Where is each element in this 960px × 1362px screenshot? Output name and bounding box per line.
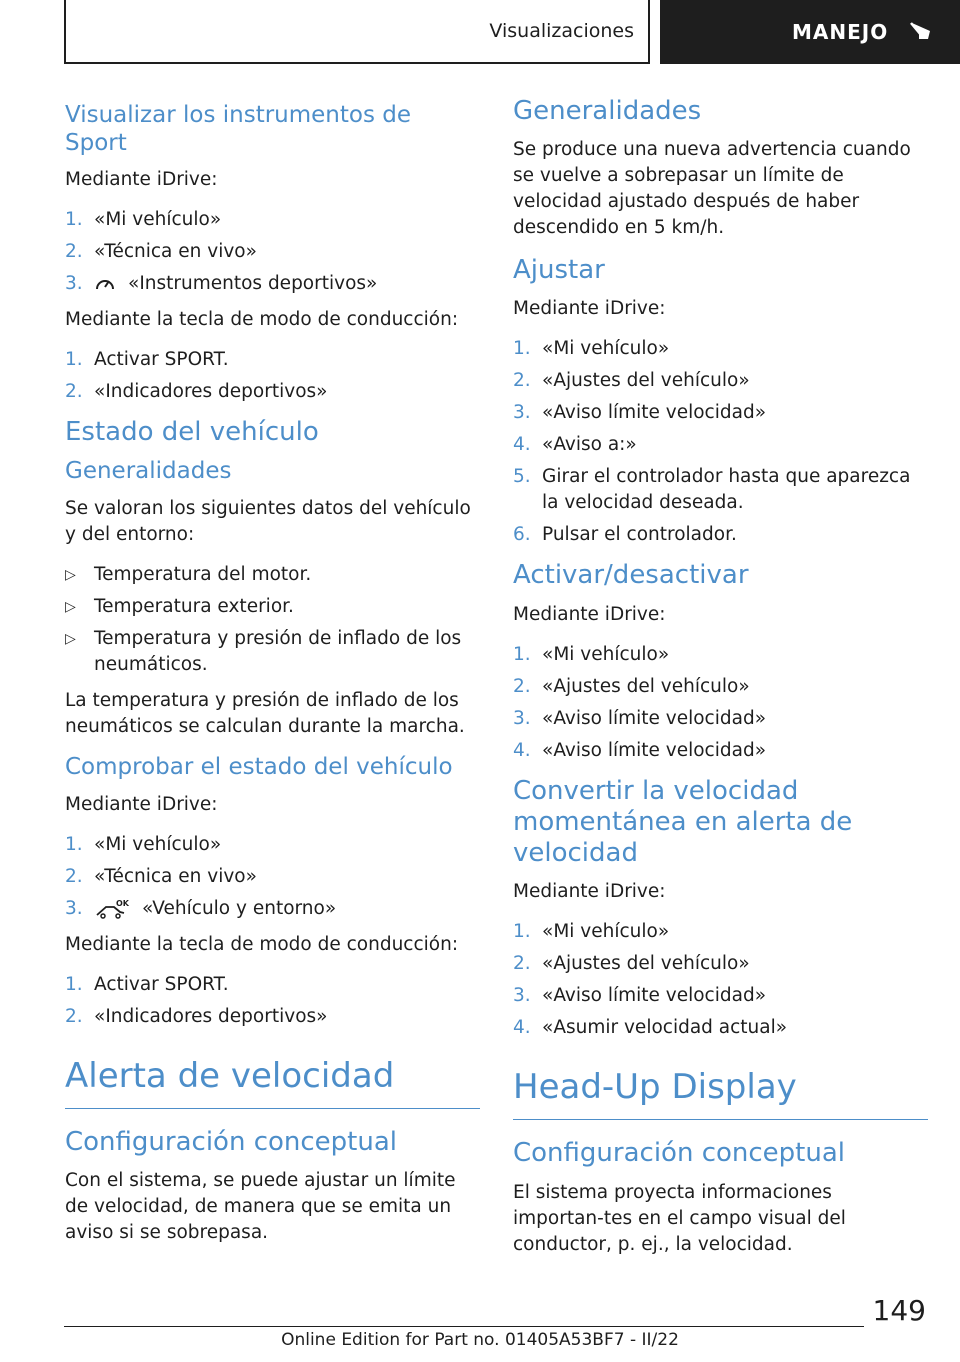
list-item: ▷ Temperatura exterior. [65,595,294,617]
alerta-heading: Alerta de velocidad [65,1055,395,1096]
section-divider [513,1119,928,1120]
list-item: 2. «Ajustes del vehículo» [513,370,750,392]
ajustar-heading: Ajustar [513,255,605,286]
right-column [513,96,928,1272]
svg-text:OK: OK [116,898,129,908]
list-item: 1. «Mi vehículo» [513,338,670,360]
list-item: 1. «Mi vehículo» [513,921,670,943]
list-item: 1. «Mi vehículo» [65,209,222,231]
list-item: 3. OK «Vehículo y entorno» [65,897,337,919]
estado-bullets [65,562,480,678]
header-chapter-title: MANEJO [792,20,889,44]
list-item: 1. «Mi vehículo» [513,643,670,665]
list-item: 3. «Aviso límite velocidad» [513,707,767,729]
mode-steps-list [65,347,480,405]
via-mode-key-label: Mediante la tecla de modo de conducción: [65,933,459,955]
list-item: 5. Girar el controlador hasta que aparezca la velocidad deseada. [513,466,911,514]
list-item: 2. «Técnica en vivo» [65,241,257,263]
header-chapter-box [660,0,960,64]
hud-heading: Head-Up Display [513,1067,797,1108]
via-idrive-label: Mediante iDrive: [65,793,218,815]
estado-note: La temperatura y presión de inflado de los neumáticos se calculan durante la marcha. [65,689,465,737]
header-section-box [64,0,650,64]
via-idrive-label: Mediante iDrive: [513,298,666,320]
list-item: 4. «Aviso límite velocidad» [513,739,767,761]
comprobar-steps-list [65,832,480,922]
list-item: 6. Pulsar el controlador. [513,524,737,546]
list-item: 2. «Ajustes del vehículo» [513,953,750,975]
convertir-steps-list [513,919,928,1041]
comprobar-heading: Comprobar el estado del vehículo [65,753,453,780]
config-heading: Configuración conceptual [65,1126,397,1157]
hud-config-heading: Configuración conceptual [513,1138,845,1169]
steering-hand-icon [908,19,934,45]
list-item: 2. «Ajustes del vehículo» [513,675,750,697]
header-section-title: Visualizaciones [489,20,634,42]
left-column [65,96,480,1260]
sport-gauge-icon [94,275,116,293]
generalidades-text: Se valoran los siguientes datos del vehículo y del entorno: [65,497,471,545]
footer-divider [64,1326,864,1327]
list-item: 4. «Asumir velocidad actual» [513,1017,788,1039]
list-item: ▷ Temperatura y presión de inflado de los neumáticos. [65,627,462,675]
via-idrive-label: Mediante iDrive: [65,169,218,191]
list-item: 1. «Mi vehículo» [65,833,222,855]
activar-heading: Activar/desactivar [513,560,749,591]
list-item: ▷ Temperatura del motor. [65,563,312,585]
footer-edition: Online Edition for Part no. 01405A53BF7 - II/22 [281,1330,679,1350]
section-divider [65,1108,480,1109]
via-mode-key-label: Mediante la tecla de modo de conducción: [65,309,459,331]
activar-steps-list [513,642,928,764]
car-ok-icon [94,899,130,919]
via-idrive-label: Mediante iDrive: [513,603,666,625]
generalidades-text: Se produce una nueva advertencia cuando se vuelve a sobrepasar un límite de velocidad ajustado después de haber descendido en 5 km/h. [513,139,911,239]
sport-steps-list [65,207,480,297]
list-item: 3. «Instrumentos deportivos» [65,273,378,295]
list-item: 2. «Indicadores deportivos» [65,1005,328,1027]
list-item: 2. «Técnica en vivo» [65,865,257,887]
estado-heading: Estado del vehículo [65,417,319,448]
list-item: 2. «Indicadores deportivos» [65,381,328,403]
mode-steps-list [65,972,480,1030]
hud-config-text: El sistema proyecta informaciones importan-tes en el campo visual del conductor, p. ej., la velocidad. [513,1181,846,1255]
convertir-heading: Convertir la velocidad momentánea en alerta de velocidad [513,775,853,868]
generalidades-heading: Generalidades [513,96,702,126]
via-idrive-label: Mediante iDrive: [513,881,666,903]
generalidades-heading: Generalidades [65,458,232,485]
list-item: 3. «Aviso límite velocidad» [513,402,767,424]
list-item: 1. Activar SPORT. [65,973,229,995]
list-item: 4. «Aviso a:» [513,434,637,456]
sport-heading: Visualizar los instrumentos de Sport [65,102,412,156]
list-item: 1. Activar SPORT. [65,349,229,371]
page-number: 149 [872,1294,926,1327]
ajustar-steps-list [513,336,928,548]
config-text: Con el sistema, se puede ajustar un límite de velocidad, de manera que se emita un aviso si se sobrepasa. [65,1169,456,1243]
list-item: 3. «Aviso límite velocidad» [513,985,767,1007]
